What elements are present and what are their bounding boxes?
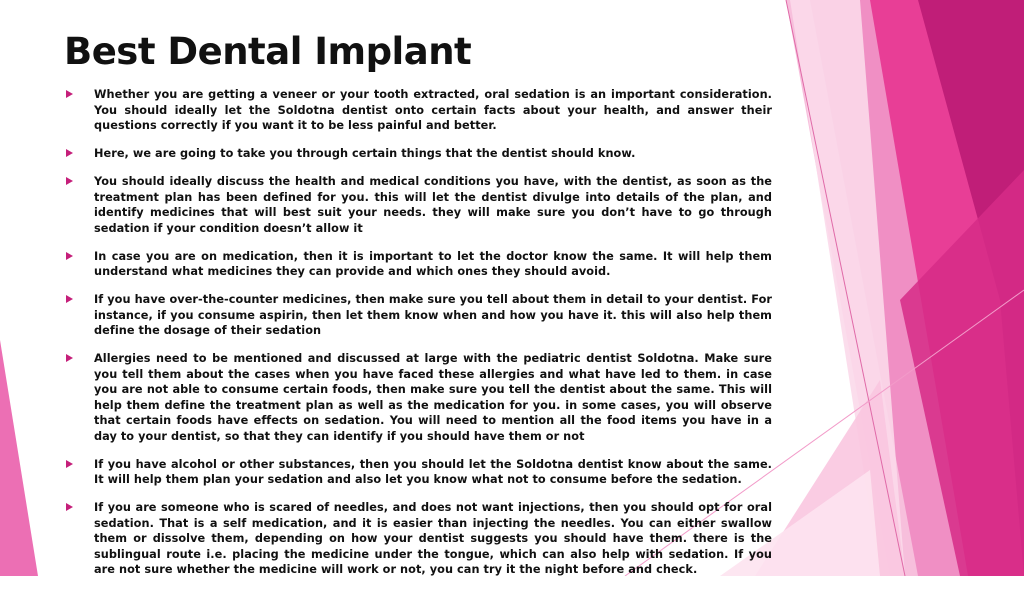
triangle-bullet-icon <box>66 460 73 468</box>
triangle-bullet-icon <box>66 295 73 303</box>
bullet-text: Whether you are getting a veneer or your tooth extracted, oral sedation is an important consideration. You should ideally let the Soldotna dentist onto certain facts about your health, and answer their questions correctly if you want it to be less painful and better. <box>94 88 772 132</box>
bullet-list <box>66 87 772 590</box>
bullet-item <box>66 174 772 236</box>
bullet-item <box>66 351 772 444</box>
bullet-text: If you have over-the-counter medicines, then make sure you tell about them in detail to your dentist. For instance, if you consume aspirin, then let them know when and how you have it. this will also help them define the dosage of their sedation <box>94 293 772 337</box>
bullet-item <box>66 457 772 488</box>
triangle-bullet-icon <box>66 252 73 260</box>
triangle-bullet-icon <box>66 503 73 511</box>
triangle-bullet-icon <box>66 354 73 362</box>
bullet-item <box>66 292 772 339</box>
bullet-item <box>66 146 772 162</box>
slide-title: Best Dental Implant <box>64 30 472 73</box>
triangle-bullet-icon <box>66 90 73 98</box>
bullet-text: In case you are on medication, then it is important to let the doctor know the same. It will help them understand what medicines they can provide and which ones they should avoid. <box>94 249 772 278</box>
bullet-text: If you have alcohol or other substances, then you should let the Soldotna dentist know about the same. It will help them plan your sedation and also let you know what not to consume before the sedation. <box>94 457 772 486</box>
left-accent-shape <box>0 340 38 576</box>
bullet-text: If you are someone who is scared of needles, and does not want injections, then you should opt for oral sedation. That is a self medication, and it is easier than injecting the needles. You can either swallow them or dissolve them, depending on how your dentist suggests you should have them. there is the sublingual route i.e. placing the medicine under the tongue, which can also help with sedation. If you are not sure whether the medicine will work or not, you can try it the night before and check. <box>94 501 772 576</box>
triangle-bullet-icon <box>66 149 73 157</box>
triangle-bullet-icon <box>66 177 73 185</box>
bullet-text: Here, we are going to take you through certain things that the dentist should know. <box>94 147 636 160</box>
bullet-text: Allergies need to be mentioned and discussed at large with the pediatric dentist Soldotna. Make sure you tell them about the cases when you have faced these allergies and what have led to them. in case you are not able to consume certain foods, then make sure you tell the dentist about the same. This will help them define the treatment plan as well as the medication for you. in some cases, you will observe that certain foods have effects on sedation. You will need to mention all the food items you have in a day to your dentist, so that they can identify if you should have them or not <box>94 352 772 443</box>
bullet-item <box>66 500 772 578</box>
bullet-text: You should ideally discuss the health and medical conditions you have, with the dentist, as soon as the treatment plan has been defined for you. this will let the dentist divulge into details of the plan, and identify medicines that will best suit your needs. they will make sure you don’t have to go through sedation if your condition doesn’t allow it <box>94 175 772 235</box>
bullet-item <box>66 249 772 280</box>
bullet-item <box>66 87 772 134</box>
